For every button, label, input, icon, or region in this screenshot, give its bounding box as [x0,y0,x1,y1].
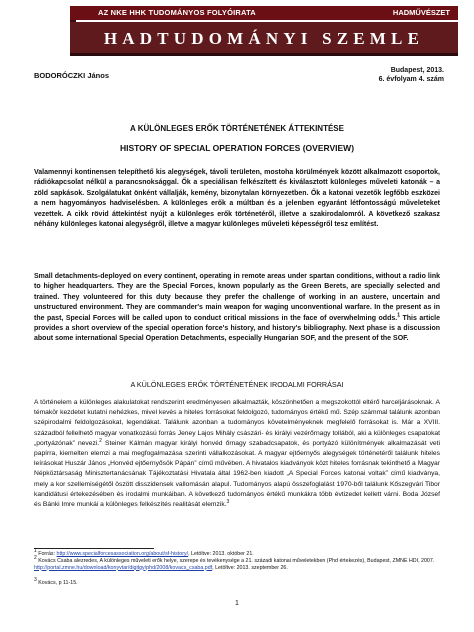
footnote-2-prefix: Kovács Csaba alezredes, A különleges műveleti erők helye, szerepe és tevékenysége a 21. századi katonai műveletekben (Phd értekezés), Budapest, ZMNE HDI, 2007. [36,558,435,564]
footnote-2-link[interactable]: http://portal.zmne.hu/download/konyvtar/digitgy/phd/2008/kovacs_csaba.pdf [34,564,213,571]
author-name: BODORÓCZKI János [34,71,110,80]
title-english: HISTORY OF SPECIAL OPERATION FORCES (OVERVIEW) [119,143,355,153]
footnote-1-number: 1 [34,548,37,555]
abstract-english-text: Small detachments-deployed on every continent, operating in remote areas under spartan conditions, without a radio link to higher headquarters. They are the Special Forces, known popularly as the Green Berets, are specially selected and trained. They volunteered for this duty because they prefer the challenge of working in an austere, uncertain and unstructured environment. They are commander's main weapon for waging unconventional warfare. In the present as in the past, Special Forces will be called upon to conduct critical missions in the face of overwhelming odds. [34,273,440,322]
section-heading-literature: A KÜLÖNLEGES ERŐK TÖRTÉNETÉNEK IRODALMI FORRÁSAI [130,380,344,389]
footnote-1-link[interactable]: http://www.specialforcesassociation.org/about/sf-history/ [56,551,189,557]
literature-paragraph [34,398,440,510]
footnote-ref-3[interactable]: 3 [226,498,230,505]
issue-info [379,66,444,84]
abstract-english-text-cont: This article provides a short overview of the special operation force's history, and history's bibliography. Next phase is a discussion about some international Special Operation Detachments, especially Hungarian SOF, and the present of the SOF. [34,314,441,343]
title-hungarian: A KÜLÖNLEGES ERŐK TÖRTÉNETÉNEK ÁTTEKINTÉSE [130,124,344,133]
journal-name: AZ NKE HHK TUDOMÁNYOS FOLYÓIRATA [98,8,256,17]
footnote-1-prefix: Forrás: [36,551,57,557]
footnote-3 [34,577,440,587]
abstract-english [34,272,440,345]
journal-banner [70,6,458,62]
footnote-3-text: Kovács, p 11-15. [36,580,78,586]
banner-title-bar [70,22,458,56]
abstract-hungarian: Valamennyi kontinensen telepíthető kis alegységek, távoli területen, mostoha körülmények között alkalmazott csoportok, rádiókapcsolat nélkül a parancsnoksággal. Ők a speciálisan felkészített és kiválasztott különleges műveleti katonák – a zöld sapkások. Szolgálatukat önként vállalják, kemény, bizonytalan környezetben. Ők a katonai vezetők legfőbb eszközei a nem hagyományos hadviselésben. A különleges erők a múltban és a jelenben egyaránt létfontosságú műveleteket vezettek. A cikk rövid áttekintést nyújt a különleges erők történetéről, illetve a szakirodalomról. A következő szakasz néhány különleges katonai alegységről, illetve a magyar különleges műveleti képességről tesz említést. [34,169,440,229]
footnote-2 [34,555,440,571]
footnote-1-suffix: , Letöltve: 2013. október 21. [188,551,254,557]
issue-volume: 6. évfolyam 4. szám [378,76,444,83]
journal-title: HADTUDOMÁNYI SZEMLE [103,29,425,48]
literature-text-b: Steiner Kálmán magyar királyi honvéd őrnagy szabadcsapatok, és portyázó különítmények alkalmazását veti papírra, kiemelten elemzi a mai megfogalmazása szerinti vállalkozásokat. A magyar ejtőernyős alegységek történetéről találunk hiteles leírásokat Huszár János „Honvéd ejtőernyősök Pápán” című művében. A hivatalos kiadványok közt hiteles forrásnak tekinthető a Magyar Népköztársaság Minisztertanácsának Tájékoztatási Hivatala által 1962-ben kiadott „A Special Forces katonai voltak” című kiadványa, mely a kor szellemiségétől öszött disszidensek vallomásán alapul. Tudományos alapú összefoglalást 1970-ből találunk Kőszegvári Tibor kandidátusi értekezésében és irodalmi munkáiban. A következő tudományos értékű munkákra több évtizedet kellett várni. Boda József és Bánki Imre munkái a különleges felkészítés realitását elemzik. [34,439,440,509]
footnote-2-suffix: , Letöltve: 2013. szeptember 26. [212,564,288,571]
issue-place-year: Budapest, 2013. [390,67,444,74]
page-number: 1 [235,600,239,607]
footnote-1 [34,548,440,558]
footnote-ref-2[interactable]: 2 [99,437,102,444]
literature-text-a: A történelem a különleges alakulatokat rendszerint eredményesen alkalmazták, köszönhetően a megszokottól eltérő harceljárásoknak. A témakör kezdetet kutatni nehézkes, mivel kevés a hiteles forrásokat feldolgozó, tudományos értékű mű. Szép számmal találunk azonban szépirodalmi feldolgozásokat, legendákat. Találunk azonban a tudományos követelményeknek megfelelő forrásokat is. Már a XVIII. századból fellelhető magyar vonatkozású forrás Jeney Lajos Mihály császári- és királyi vezérőrnagy tollából, aki a különleges csapatokat „portyázónak” nevezi. [34,399,440,447]
footnote-3-number: 3 [34,577,37,584]
section-name: HADMŰVÉSZET [392,8,450,17]
footnote-ref-1[interactable]: 1 [397,312,400,319]
footnote-divider [34,548,154,549]
banner-top-bar [70,6,458,20]
footnote-2-number: 2 [34,555,37,562]
